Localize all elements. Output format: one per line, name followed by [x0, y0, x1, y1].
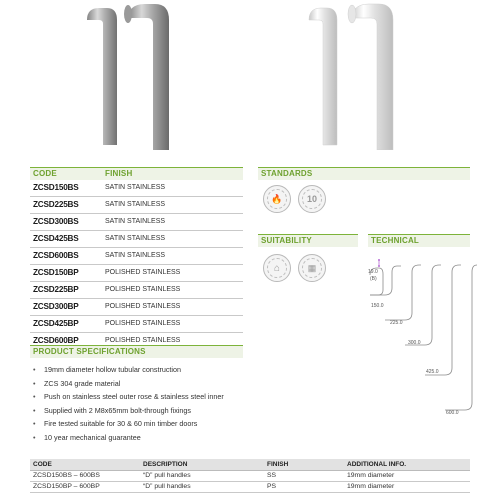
dimension-425: 425.0: [426, 369, 439, 375]
spec-list: [33, 363, 224, 444]
product-code: ZCSD150BS: [33, 183, 79, 192]
list-item: • ZCS 304 grade material: [33, 377, 224, 391]
summary-table: [30, 459, 470, 493]
product-code: ZCSD300BS: [33, 217, 79, 226]
fire-rated-badge-icon: 🔥: [263, 185, 291, 213]
technical-dimension-diagram: [365, 250, 480, 420]
dimension-225: 225.0: [390, 320, 403, 326]
table-row: [30, 282, 243, 299]
dimension-300: 300.0: [408, 340, 421, 346]
table-row: [30, 265, 243, 282]
table-cell: 19mm diameter: [344, 481, 470, 492]
dimension-diameter-sub: (B): [370, 276, 377, 282]
product-code: ZCSD225BS: [33, 200, 79, 209]
dimension-diameter: 19.0: [368, 269, 378, 275]
table-cell: ZCSD150BS – 600BS: [30, 470, 140, 481]
product-finish: SATIN STAINLESS: [105, 218, 166, 225]
domestic-use-badge-icon: ⌂: [263, 254, 291, 282]
table-cell: PS: [264, 481, 344, 492]
table-row: [30, 180, 243, 197]
table-cell: “D” pull handles: [140, 470, 264, 481]
finish-column-header: FINISH: [105, 169, 133, 178]
product-code: ZCSD300BP: [33, 302, 79, 311]
standards-header: [258, 167, 470, 180]
product-finish: POLISHED STAINLESS: [105, 320, 181, 327]
list-item: • Push on stainless steel outer rose & stainless steel inner: [33, 390, 224, 404]
codes-table: [30, 180, 243, 350]
product-code: ZCSD425BP: [33, 319, 79, 328]
product-code: ZCSD425BS: [33, 234, 79, 243]
table-cell: ZCSD150BP – 600BP: [30, 481, 140, 492]
commercial-use-badge-icon: ▦: [298, 254, 326, 282]
guarantee-badge-icon: [298, 185, 326, 213]
guarantee-years: 10: [306, 194, 317, 204]
table-row: [30, 481, 470, 492]
list-item: • Fire tested suitable for 30 & 60 min timber doors: [33, 417, 224, 431]
dimension-150: 150.0: [371, 303, 384, 309]
product-finish: SATIN STAINLESS: [105, 252, 166, 259]
dimension-600: 600.0: [446, 410, 459, 416]
suitability-title: SUITABILITY: [261, 236, 312, 245]
product-code: ZCSD600BS: [33, 251, 79, 260]
product-finish: POLISHED STAINLESS: [105, 303, 181, 310]
standards-title: STANDARDS: [261, 169, 313, 178]
list-item: • 19mm diameter hollow tubular construction: [33, 363, 224, 377]
table-header-row: [30, 459, 470, 470]
product-code: ZCSD600BP: [33, 336, 79, 345]
product-finish: SATIN STAINLESS: [105, 201, 166, 208]
table-cell: “D” pull handles: [140, 481, 264, 492]
table-row: [30, 231, 243, 248]
product-finish: POLISHED STAINLESS: [105, 286, 181, 293]
column-header: ADDITIONAL INFO.: [344, 459, 470, 470]
codes-table-header: [30, 167, 243, 180]
table-row: [30, 316, 243, 333]
product-finish: SATIN STAINLESS: [105, 235, 166, 242]
suitability-header: [258, 234, 358, 247]
technical-title: TECHNICAL: [371, 236, 420, 245]
technical-header: [368, 234, 470, 247]
column-header: DESCRIPTION: [140, 459, 264, 470]
product-finish: POLISHED STAINLESS: [105, 337, 181, 344]
satin-handle-image: [65, 0, 215, 150]
product-code: ZCSD150BP: [33, 268, 79, 277]
product-specifications-header: [30, 345, 243, 358]
code-column-header: CODE: [33, 169, 57, 178]
table-cell: SS: [264, 470, 344, 481]
table-row: [30, 248, 243, 265]
product-finish: SATIN STAINLESS: [105, 184, 166, 191]
specs-title: PRODUCT SPECIFICATIONS: [33, 347, 146, 356]
list-item: • Supplied with 2 M8x65mm bolt-through fixings: [33, 404, 224, 418]
table-row: [30, 197, 243, 214]
polished-handle-image: [295, 0, 445, 150]
column-header: CODE: [30, 459, 140, 470]
product-code: ZCSD225BP: [33, 285, 79, 294]
product-finish: POLISHED STAINLESS: [105, 269, 181, 276]
table-row: [30, 470, 470, 481]
list-item: • 10 year mechanical guarantee: [33, 431, 224, 445]
column-header: FINISH: [264, 459, 344, 470]
table-row: [30, 299, 243, 316]
table-row: [30, 214, 243, 231]
table-cell: 19mm diameter: [344, 470, 470, 481]
